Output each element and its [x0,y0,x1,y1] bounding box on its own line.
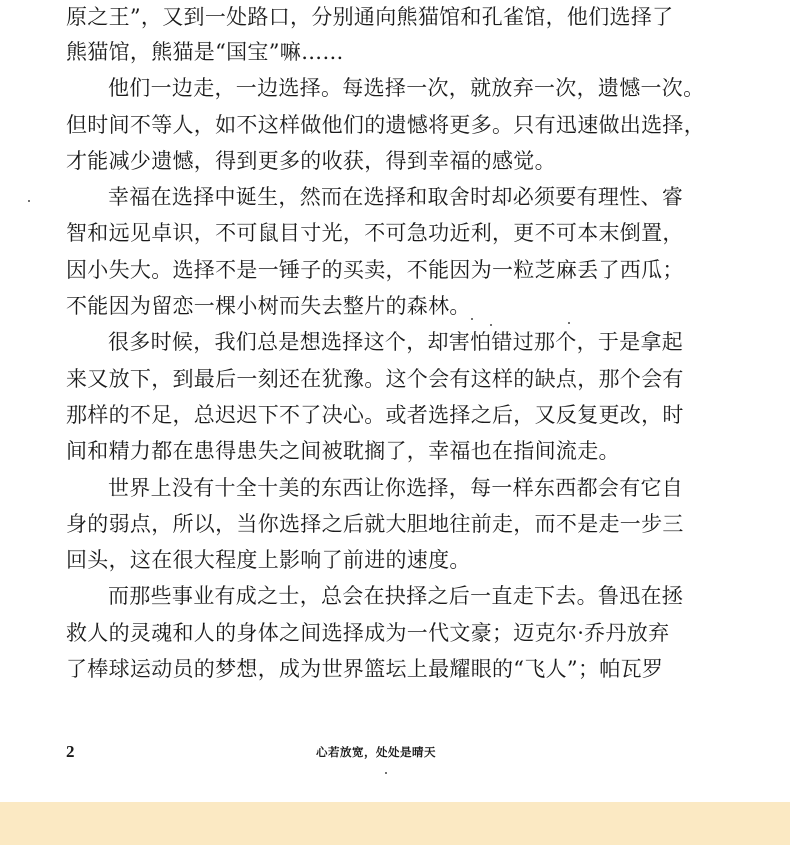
text-line: 回头，这在很大程度上影响了前进的速度。 [66,548,471,573]
page-number: 2 [66,742,75,761]
scan-speck [28,200,30,202]
body-text [66,0,705,687]
text-line: 来又放下，到最后一刻还在犹豫。这个会有这样的缺点，那个会有 [66,366,684,391]
text-line: 世界上没有十全十美的东西让你选择，每一样东西都会有它自 [108,475,684,500]
text-line: 间和精力都在患得患失之间被耽搁了，幸福也在指间流走。 [66,439,620,464]
text-line: 因小失大。选择不是一锤子的买卖，不能因为一粒芝麻丢了西瓜； [66,257,684,282]
text-line: 那样的不足，总迟迟下不了决心。或者选择之后，又反复更改，时 [66,402,684,427]
text-line: 救人的灵魂和人的身体之间选择成为一代文豪；迈克尔·乔丹放弃 [66,620,670,645]
scan-speck [471,318,473,320]
text-line: 熊猫馆，熊猫是“国宝”嘛…… [66,40,344,64]
text-line: 而那些事业有成之士，总会在抉择之后一直走下去。鲁迅在拯 [108,584,684,609]
text-line: 身的弱点，所以，当你选择之后就大胆地往前走，而不是走一步三 [66,511,684,536]
bottom-band [0,802,790,845]
text-line: 但时间不等人，如不这样做他们的遗憾将更多。只有迅速做出选择， [66,112,705,137]
text-line: 原之王”，又到一处路口，分别通向熊猫馆和孔雀馆，他们选择了 [66,5,674,29]
text-line: 他们一边走，一边选择。每选择一次，就放弃一次，遗憾一次。 [108,76,705,101]
scan-speck [385,772,387,774]
scan-speck [568,322,570,324]
text-line: 才能减少遗憾，得到更多的收获，得到幸福的感觉。 [66,148,556,173]
text-line: 了棒球运动员的梦想，成为世界篮坛上最耀眼的“飞人”；帕瓦罗 [66,657,664,682]
text-line: 很多时候，我们总是想选择这个，却害怕错过那个，于是拿起 [108,330,684,355]
text-line: 不能因为留恋一棵小树而失去整片的森林。 [66,294,471,319]
text-line: 幸福在选择中诞生，然而在选择和取舍时却必须要有理性、睿 [108,185,684,210]
text-line: 智和远见卓识，不可鼠目寸光，不可急功近利，更不可本末倒置， [66,221,684,246]
scan-speck [490,324,492,326]
running-title: 心若放宽，处处是晴天 [316,745,436,759]
